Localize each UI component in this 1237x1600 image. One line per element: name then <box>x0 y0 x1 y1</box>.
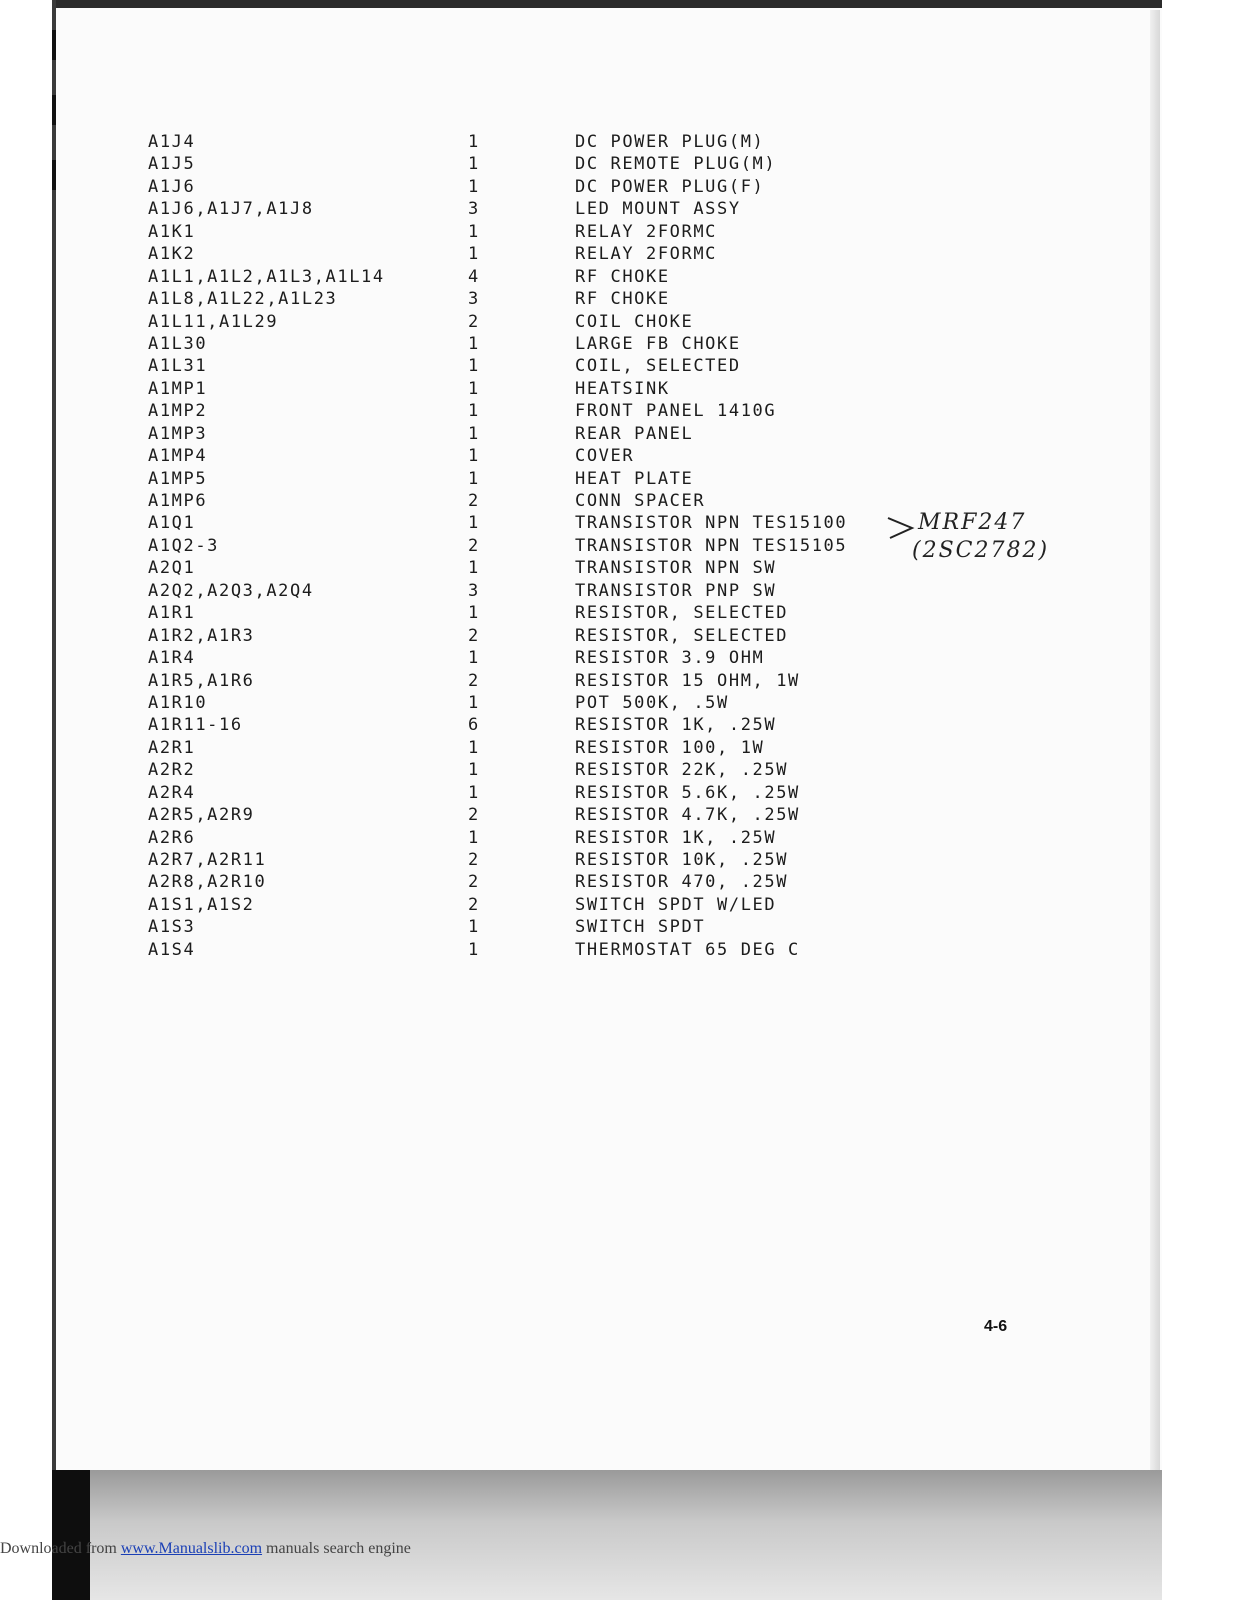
part-qty: 1 <box>468 939 480 960</box>
part-desc: DC REMOTE PLUG(M) <box>575 154 777 175</box>
part-qty: 1 <box>468 692 480 713</box>
part-desc: TRANSISTOR PNP SW <box>575 580 777 601</box>
part-desc: HEAT PLATE <box>575 468 694 489</box>
part-ref: A2R4 <box>148 782 196 803</box>
part-desc: RESISTOR 10K, .25W <box>575 850 789 870</box>
part-ref: A1L31 <box>148 356 208 377</box>
binding-marks <box>52 30 58 230</box>
part-qty: 3 <box>468 289 480 310</box>
part-desc: TRANSISTOR NPN TES15100 <box>575 513 848 534</box>
parts-row <box>148 333 908 355</box>
parts-row <box>148 894 908 916</box>
handwritten-alt-part: (2SC2782) <box>912 538 1050 563</box>
handwritten-note <box>886 510 1086 580</box>
part-desc: RESISTOR, SELECTED <box>575 625 789 646</box>
parts-row <box>148 266 908 288</box>
parts-row <box>148 243 908 265</box>
parts-row <box>148 602 908 624</box>
part-qty: 3 <box>468 580 480 601</box>
parts-row <box>148 176 908 198</box>
part-desc: COIL, SELECTED <box>575 356 741 377</box>
part-ref: A1MP1 <box>148 378 208 399</box>
parts-row <box>148 580 908 602</box>
part-qty: 1 <box>468 378 480 399</box>
part-ref: A1J6,A1J7,A1J8 <box>148 199 314 220</box>
scan-shadow-dark <box>52 1470 90 1600</box>
part-ref: A1S3 <box>148 917 196 938</box>
part-ref: A1MP4 <box>148 446 208 467</box>
part-ref: A1L11,A1L29 <box>148 311 279 332</box>
part-ref: A1L1,A1L2,A1L3,A1L14 <box>148 266 385 287</box>
footer <box>0 1540 411 1558</box>
parts-row <box>148 939 908 961</box>
part-ref: A2R1 <box>148 737 196 758</box>
parts-row <box>148 804 908 826</box>
handwritten-part: MRF247 <box>918 510 1027 535</box>
parts-row <box>148 849 908 871</box>
part-desc: LED MOUNT ASSY <box>575 199 741 220</box>
part-qty: 2 <box>468 535 480 556</box>
part-qty: 1 <box>468 648 480 669</box>
part-desc: HEATSINK <box>575 378 670 399</box>
part-desc: THERMOSTAT 65 DEG C <box>575 939 800 960</box>
footer-link[interactable]: www.Manualslib.com <box>120 1540 263 1557</box>
parts-row <box>148 288 908 310</box>
part-qty: 1 <box>468 176 480 197</box>
part-ref: A2R2 <box>148 760 196 781</box>
parts-row <box>148 423 908 445</box>
part-ref: A2Q2,A2Q3,A2Q4 <box>148 580 314 601</box>
part-desc: COIL CHOKE <box>575 311 694 332</box>
parts-row <box>148 670 908 692</box>
parts-row <box>148 445 908 467</box>
footer-suffix: manuals search engine <box>262 1540 411 1557</box>
part-desc: COVER <box>575 446 635 467</box>
parts-row <box>148 692 908 714</box>
part-qty: 2 <box>468 894 480 915</box>
part-qty: 1 <box>468 221 480 242</box>
part-desc: RESISTOR 3.9 OHM <box>575 648 765 669</box>
part-ref: A1K2 <box>148 244 196 265</box>
part-desc: RESISTOR 470, .25W <box>575 872 789 893</box>
part-desc: RESISTOR 5.6K, .25W <box>575 782 800 803</box>
part-desc: DC POWER PLUG(M) <box>575 132 765 152</box>
scan-shadow <box>52 1470 1162 1600</box>
part-qty: 1 <box>468 401 480 422</box>
part-ref: A1L30 <box>148 333 208 354</box>
part-ref: A1MP5 <box>148 468 208 489</box>
parts-row <box>148 378 908 400</box>
parts-row <box>148 871 908 893</box>
part-ref: A2R8,A2R10 <box>148 872 267 893</box>
footer-prefix: Downloaded from <box>0 1540 121 1557</box>
parts-row <box>148 714 908 736</box>
parts-row <box>148 153 908 175</box>
part-ref: A1Q2-3 <box>148 535 220 556</box>
parts-row <box>148 131 908 153</box>
parts-row <box>148 400 908 422</box>
part-desc: SWITCH SPDT W/LED <box>575 894 777 915</box>
part-qty: 4 <box>468 266 480 287</box>
parts-row <box>148 355 908 377</box>
part-desc: RELAY 2FORMC <box>575 221 718 242</box>
part-desc: LARGE FB CHOKE <box>575 333 741 354</box>
part-ref: A1L8,A1L22,A1L23 <box>148 289 338 310</box>
part-qty: 2 <box>468 850 480 870</box>
part-qty: 1 <box>468 760 480 781</box>
part-qty: 1 <box>468 513 480 534</box>
parts-row <box>148 759 908 781</box>
part-ref: A1R4 <box>148 648 196 669</box>
part-qty: 1 <box>468 423 480 444</box>
parts-row <box>148 647 908 669</box>
part-ref: A1J4 <box>148 132 196 152</box>
parts-row <box>148 827 908 849</box>
part-desc: FRONT PANEL 1410G <box>575 401 777 422</box>
part-qty: 1 <box>468 558 480 579</box>
part-qty: 6 <box>468 715 480 736</box>
part-qty: 1 <box>468 737 480 758</box>
part-desc: TRANSISTOR NPN TES15105 <box>575 535 848 556</box>
part-ref: A1MP2 <box>148 401 208 422</box>
part-qty: 1 <box>468 827 480 848</box>
part-qty: 1 <box>468 468 480 489</box>
part-ref: A1S4 <box>148 939 196 960</box>
parts-row <box>148 557 908 579</box>
part-desc: SWITCH SPDT <box>575 917 706 938</box>
part-desc: DC POWER PLUG(F) <box>575 176 765 197</box>
part-ref: A2R6 <box>148 827 196 848</box>
parts-row <box>148 221 908 243</box>
part-ref: A1R5,A1R6 <box>148 670 255 691</box>
part-ref: A1R2,A1R3 <box>148 625 255 646</box>
part-desc: RESISTOR 100, 1W <box>575 737 765 758</box>
part-qty: 2 <box>468 872 480 893</box>
page-right-edge <box>1150 10 1160 1470</box>
parts-row <box>148 916 908 938</box>
part-ref: A1J5 <box>148 154 196 175</box>
part-qty: 2 <box>468 625 480 646</box>
part-qty: 2 <box>468 311 480 332</box>
part-desc: POT 500K, .5W <box>575 692 729 713</box>
part-ref: A2R5,A2R9 <box>148 805 255 826</box>
part-qty: 1 <box>468 244 480 265</box>
part-ref: A1MP6 <box>148 491 208 511</box>
part-ref: A1K1 <box>148 221 196 242</box>
parts-row <box>148 512 908 534</box>
part-qty: 1 <box>468 446 480 467</box>
part-ref: A1Q1 <box>148 513 196 534</box>
part-ref: A1MP3 <box>148 423 208 444</box>
part-qty: 1 <box>468 356 480 377</box>
part-desc: RESISTOR 15 OHM, 1W <box>575 670 800 691</box>
part-ref: A2R7,A2R11 <box>148 850 267 870</box>
part-ref: A2Q1 <box>148 558 196 579</box>
parts-row <box>148 198 908 220</box>
part-qty: 2 <box>468 805 480 826</box>
parts-row <box>148 311 908 333</box>
part-ref: A1S1,A1S2 <box>148 894 255 915</box>
part-qty: 3 <box>468 199 480 220</box>
part-qty: 1 <box>468 333 480 354</box>
part-desc: RESISTOR 1K, .25W <box>575 715 777 736</box>
part-qty: 1 <box>468 154 480 175</box>
part-desc: RELAY 2FORMC <box>575 244 718 265</box>
part-qty: 1 <box>468 603 480 624</box>
part-desc: REAR PANEL <box>575 423 694 444</box>
parts-row <box>148 625 908 647</box>
part-qty: 2 <box>468 491 480 511</box>
parts-row <box>148 782 908 804</box>
part-qty: 1 <box>468 132 480 152</box>
parts-row <box>148 468 908 490</box>
part-desc: RESISTOR 1K, .25W <box>575 827 777 848</box>
parts-row <box>148 737 908 759</box>
part-desc: RESISTOR 4.7K, .25W <box>575 805 800 826</box>
part-desc: RESISTOR, SELECTED <box>575 603 789 624</box>
page-number: 4-6 <box>984 1318 1008 1335</box>
parts-row <box>148 490 908 512</box>
part-desc: RF CHOKE <box>575 289 670 310</box>
part-qty: 2 <box>468 670 480 691</box>
part-desc: RESISTOR 22K, .25W <box>575 760 789 781</box>
parts-row <box>148 535 908 557</box>
part-qty: 1 <box>468 782 480 803</box>
part-ref: A1R11-16 <box>148 715 243 736</box>
part-ref: A1J6 <box>148 176 196 197</box>
part-desc: RF CHOKE <box>575 266 670 287</box>
part-qty: 1 <box>468 917 480 938</box>
part-ref: A1R1 <box>148 603 196 624</box>
part-ref: A1R10 <box>148 692 208 713</box>
parts-list <box>148 131 908 961</box>
part-desc: TRANSISTOR NPN SW <box>575 558 777 579</box>
part-desc: CONN SPACER <box>575 491 706 511</box>
